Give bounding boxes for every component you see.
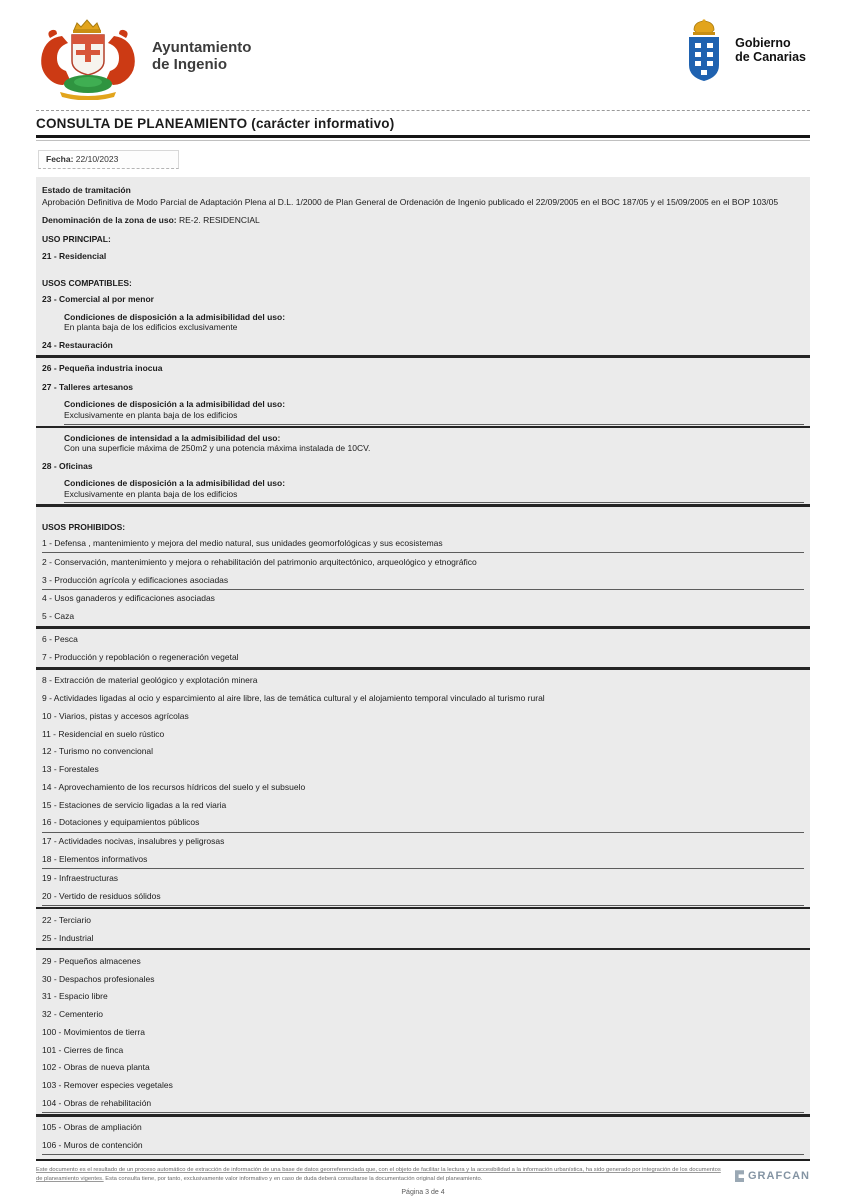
condition-text: Con una superficie máxima de 250m2 y una potencia máxima instalada de 10CV. xyxy=(64,443,371,454)
ayuntamiento-name xyxy=(152,40,251,100)
condition-label: Condiciones de disposición a la admisibilidad del uso: xyxy=(64,311,286,322)
uso-principal-label: USO PRINCIPAL: xyxy=(42,234,111,245)
prohibited-use-item: 9 - Actividades ligadas al ocio y esparcimiento al aire libre, las de temática cultural y el alojamiento temporal vinculado al turismo rural xyxy=(42,693,545,704)
prohibited-use-item: 32 - Cementerio xyxy=(42,1009,103,1020)
gobierno-name-line1: Gobierno xyxy=(735,36,791,50)
prohibited-use-item: 31 - Espacio libre xyxy=(42,991,108,1002)
title-rule-thin xyxy=(36,140,810,141)
prohibited-use-item: 22 - Terciario xyxy=(42,914,91,925)
prohibited-use-item: 5 - Caza xyxy=(42,611,75,622)
title-rule xyxy=(36,135,810,138)
denominacion-label: Denominación de la zona de uso: xyxy=(42,214,177,225)
condition-text: En planta baja de los edificios exclusivamente xyxy=(64,322,238,333)
page-number: Página 3 de 4 xyxy=(401,1189,445,1197)
section-rule xyxy=(36,948,810,951)
prohibited-use-item: 19 - Infraestructuras xyxy=(42,872,119,883)
prohibited-use-item: 103 - Remover especies vegetales xyxy=(42,1080,173,1091)
prohibited-use-item: 11 - Residencial en suelo rústico xyxy=(42,728,165,739)
use-item: 26 - Pequeña industria inocua xyxy=(42,363,163,374)
content-area xyxy=(36,177,810,1162)
usos-prohibidos-list xyxy=(42,534,804,1155)
prohibited-use-item: 100 - Movimientos de tierra xyxy=(42,1026,145,1037)
section-rule xyxy=(36,355,810,358)
fecha-label: Fecha: xyxy=(46,153,74,164)
gobierno-canarias-block xyxy=(681,18,806,84)
page-header xyxy=(36,14,810,110)
prohibited-use-item: 17 - Actividades nocivas, insalubres y peligrosas xyxy=(42,836,225,847)
prohibited-use-item: 1 - Defensa , mantenimiento y mejora del medio natural, sus unidades geomorfológicas y sus ecosistemas xyxy=(42,534,804,553)
prohibited-use-item: 101 - Cierres de finca xyxy=(42,1044,124,1055)
title-bar xyxy=(36,110,810,141)
prohibited-use-item: 20 - Vertido de residuos sólidos xyxy=(42,887,804,906)
section-rule xyxy=(36,907,810,910)
prohibited-use-item: 16 - Dotaciones y equipamientos públicos xyxy=(42,814,804,833)
estado-label: Estado de tramitación xyxy=(42,184,131,195)
condition-label: Condiciones de disposición a la admisibilidad del uso: xyxy=(64,398,286,409)
estado-text: Aprobación Definitiva de Modo Parcial de Adaptación Plena al D.L. 1/2000 de Plan General de Ordenación de Ingenio publicado el 22/09/2005 en el BOC 187/05 y el 15/09/2005 en el BOP 103/05 xyxy=(42,197,779,208)
usos-compatibles-label: USOS COMPATIBLES: xyxy=(42,278,132,289)
use-item: 21 - Residencial xyxy=(42,250,107,261)
prohibited-use-item: 8 - Extracción de material geológico y explotación minera xyxy=(42,675,258,686)
prohibited-use-item: 105 - Obras de ampliación xyxy=(42,1122,142,1133)
prohibited-use-item: 6 - Pesca xyxy=(42,634,78,645)
prohibited-use-item: 7 - Producción y repoblación o regeneración vegetal xyxy=(42,652,239,663)
use-item: 23 - Comercial al por menor xyxy=(42,294,154,305)
fecha-field xyxy=(38,150,179,169)
prohibited-use-item: 106 - Muros de contención xyxy=(42,1136,804,1155)
ayuntamiento-block xyxy=(36,18,251,100)
use-item: 28 - Oficinas xyxy=(42,460,93,471)
prohibited-use-item: 14 - Aprovechamiento de los recursos hídricos del suelo y el subsuelo xyxy=(42,781,306,792)
grafcan-brand-text: GRAFCAN xyxy=(748,1170,810,1183)
gobierno-canarias-name xyxy=(735,36,806,84)
ayuntamiento-name-line2: de Ingenio xyxy=(152,55,227,73)
condition-label: Condiciones de intensidad a la admisibilidad del uso: xyxy=(64,432,281,443)
page-footer xyxy=(36,1161,810,1196)
condition-label: Condiciones de disposición a la admisibilidad del uso: xyxy=(64,477,286,488)
condition-text: Exclusivamente en planta baja de los edificios xyxy=(64,411,804,425)
usos-prohibidos-label: USOS PROHIBIDOS: xyxy=(42,521,126,532)
prohibited-use-item: 15 - Estaciones de servicio ligadas a la red viaria xyxy=(42,799,227,810)
prohibited-use-item: 104 - Obras de rehabilitación xyxy=(42,1094,804,1113)
section-rule xyxy=(36,426,810,429)
section-rule xyxy=(36,504,810,507)
use-item: 24 - Restauración xyxy=(42,339,113,350)
prohibited-use-item: 29 - Pequeños almacenes xyxy=(42,955,141,966)
denominacion-row xyxy=(42,215,804,226)
use-item: 27 - Talleres artesanos xyxy=(42,381,134,392)
prohibited-use-item: 10 - Viarios, pistas y accesos agrícolas xyxy=(42,710,189,721)
uso-principal-list xyxy=(42,247,804,265)
prohibited-use-item: 12 - Turismo no convencional xyxy=(42,746,154,757)
prohibited-use-item: 13 - Forestales xyxy=(42,764,99,775)
prohibited-use-item: 18 - Elementos informativos xyxy=(42,850,804,869)
prohibited-use-item: 3 - Producción agrícola y edificaciones asociadas xyxy=(42,571,804,590)
condition-text: Exclusivamente en planta baja de los edificios xyxy=(64,490,804,504)
grafcan-brand xyxy=(735,1170,810,1182)
section-rule xyxy=(36,1114,810,1117)
footer-disclaimer-rest: Esta consulta tiene, por tanto, exclusivamente valor informativo y en caso de duda deberá consultarse la documentación original del planeamiento. xyxy=(103,1176,483,1183)
ayuntamiento-name-line1: Ayuntamiento xyxy=(152,39,252,56)
footer-disclaimer-underlined: Este documento es el resultado de un proceso automático de extracción de información de una base de datos georreferenciada que, con el objeto de facilitar la lectura y la accesibilidad a la información urbanística, ha sido generado por integración de los documentos de planeamiento vigentes. xyxy=(36,1167,721,1183)
prohibited-use-item: 102 - Obras de nueva planta xyxy=(42,1062,150,1073)
prohibited-use-item: 4 - Usos ganaderos y edificaciones asociadas xyxy=(42,593,215,604)
prohibited-use-item: 25 - Industrial xyxy=(42,932,94,943)
fecha-value: 22/10/2023 xyxy=(75,153,119,164)
ingenio-coat-of-arms-icon xyxy=(36,18,140,100)
usos-compatibles-list xyxy=(42,291,804,507)
section-rule xyxy=(36,667,810,670)
prohibited-use-item: 2 - Conservación, mantenimiento y mejora o rehabilitación del patrimonio arquitectónico, arqueológico y etnográfico xyxy=(42,556,477,567)
page-title: CONSULTA DE PLANEAMIENTO (carácter informativo) xyxy=(36,116,395,131)
grafcan-logo-icon xyxy=(735,1170,744,1182)
gobierno-name-line2: de Canarias xyxy=(735,50,806,64)
section-rule xyxy=(36,626,810,629)
prohibited-use-item: 30 - Despachos profesionales xyxy=(42,973,155,984)
denominacion-value: RE-2. RESIDENCIAL xyxy=(178,214,260,225)
footer-disclaimer xyxy=(36,1166,721,1184)
canarias-coat-of-arms-icon xyxy=(681,18,727,84)
